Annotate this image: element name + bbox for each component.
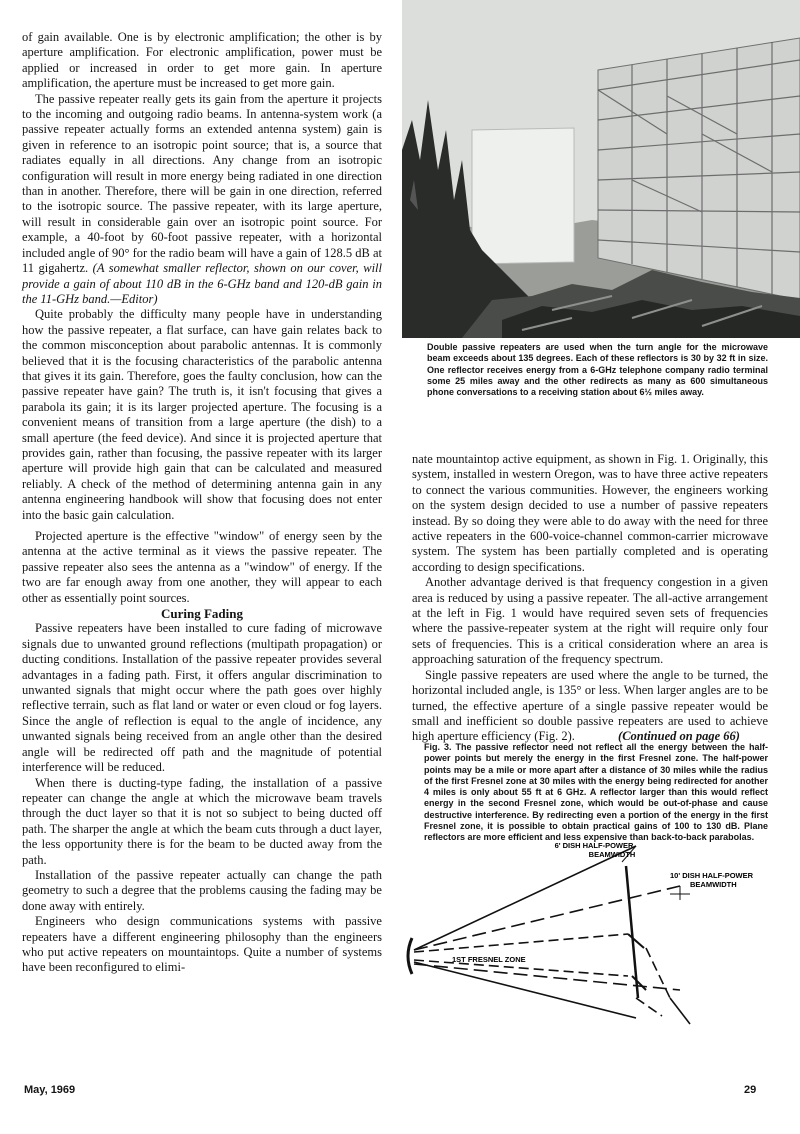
- left-column: [22, 30, 382, 976]
- fresnel-zone-diagram: [400, 838, 780, 1028]
- paragraph: of gain available. One is by electronic amplification; the other is by aperture amplification. For electronic amplification, power must be applied or increased in order to get more gain. In aperture amplification, the aperture must be increased to get more gain.: [22, 30, 382, 91]
- photo-illustration: [402, 0, 800, 338]
- label-10ft-dish: 10' DISH HALF-POWER: [670, 871, 754, 880]
- paragraph-text: The passive repeater really gets its gain from the aperture it projects to the incoming and outgoing radio beams. In antenna-system work (a passive repeater actually forms an extended antenna system) gain is given in reference to an isotropic point source; that is, a source that radiates equally in all directions. Any change from an isotropic configuration will result in more energy being radiated in one direction than in another. Therefore, there will be gain in one direction, referred to the isotropic source. The passive repeater, with its large aperture, will result in considerable gain over an isotropic point source. For example, a 40-foot by 60-foot passive repeater, with a horizontal included angle of 90° for the radio beam will have a gain of 128.5 dB at 11 gigahertz.: [22, 91, 382, 276]
- paragraph: Installation of the passive repeater actually can change the path geometry to such a degree that the problems causing the fading may be done away with entirely.: [22, 867, 382, 913]
- paragraph: [412, 668, 768, 745]
- paragraph: nate mountaintop active equipment, as shown in Fig. 1. Originally, this system, installed in western Oregon, was to have three active repeaters to connect the various communities. However, the engineers working on the system design decided to use a number of passive repeaters instead. By so doing they were able to do away with the need for three active repeaters in the 600-voice-channel common-carrier microwave system. The system has been partially completed and is operating according to design specifications.: [412, 452, 768, 574]
- section-heading: Curing Fading: [161, 606, 243, 622]
- label-fresnel-zone: 1ST FRESNEL ZONE: [452, 955, 526, 964]
- continued-note: (Continued on page 66): [618, 729, 740, 744]
- paragraph: Passive repeaters have been installed to cure fading of microwave signals due to unwanted ground reflections (multipath propagation) or ducting conditions. Installation of the passive repeater provides several advantages in a fading path. First, it offers angular discrimination to unwanted signals that might occur where the path goes over highly reflective terrain, such as flat land or water or even cloud or fog layers. Since the angle of reflection is equal to the angle of incidence, any unwanted signals being received from an angle other than the desired angle will be redirected off path and the magnitude of potential interference will be reduced.: [22, 621, 382, 775]
- paragraph: [22, 92, 382, 308]
- paragraph: When there is ducting-type fading, the installation of a passive repeater can change the angle at which the microwave beam travels through the duct layer so that it is not so subject to being ducted off path. The sharper the angle at which the beam cuts through a duct layer, the less opportunity there is for the beam to be ducted away from the path.: [22, 775, 382, 867]
- label-10ft-beamwidth: BEAMWIDTH: [690, 880, 737, 889]
- label-6ft-dish: 6' DISH HALF-POWER: [554, 841, 634, 850]
- paragraph-text: Single passive repeaters are used where the angle to be turned, the horizontal included angle, is 135° or less. When larger angles are to be turned, the effective aperture of a single passive repeater would be small and inefficient so double passive repeaters are used to achieve high aperture efficiency (Fig. 2).: [412, 667, 768, 744]
- page-number: 29: [744, 1084, 757, 1096]
- right-column: [412, 452, 768, 745]
- passive-repeater-photo: [402, 0, 800, 338]
- editor-note: (A somewhat smaller reflector, shown on our cover, will provide a gain of about 110 dB in the 6-GHz band and 120-dB gain in the 11-GHz band.—Editor): [22, 261, 383, 306]
- beam-diagram: [400, 838, 780, 1028]
- paragraph: Engineers who design communications systems with passive repeaters have a different engineering philosophy than the engineers who put active repeaters on mountaintops. Quite a number of systems have been reconfigured to elimi-: [22, 914, 382, 975]
- paragraph: Another advantage derived is that frequency congestion in a given area is reduced by using a passive repeater. The all-active arrangement at the left in Fig. 1 would have required seven sets of frequencies where the passive-repeater system at the right will require only four sets of frequencies. This is a critical consideration where an area is approaching saturation of the frequency spectrum.: [412, 575, 768, 667]
- paragraph: Quite probably the difficulty many people have in understanding how the passive repeater, a flat surface, can have gain relates back to the common misconception about parabolic antennas. It is commonly believed that it is the focusing characteristics of the parabolic antenna that gives it its gain. Therefore, goes the faulty conclusion, how can the passive repeater have gain? The truth is, it isn't focusing that gives a parabola its gain; it is its larger projected aperture. The focusing is a convenient means of transition from a large aperture (the dish) to a small aperture (the feed device). And since it is projected aperture that provides gain, rather than focusing, the passive repeater with its larger aperture will provide high gain that can be calculated and measured reliably. A check of the method of determining antenna gain in any antenna engineering handbook will show that focusing does not enter into the basic gain calculation.: [22, 307, 382, 522]
- photo-caption: Double passive repeaters are used when the turn angle for the microwave beam exceeds about 135 degrees. Each of these reflectors is 30 by 32 ft in size. One reflector receives energy from a 6-GHz telephone company radio terminal some 25 miles away and the other redirects as many as 600 simultaneous phone conversations to a receiving station about 6½ miles away.: [427, 342, 768, 398]
- paragraph: Projected aperture is the effective "window" of energy seen by the antenna at the active terminal as it views the passive repeater. The passive repeater also sees the antenna as a "window" of energy. If the two are far enough away from one another, they will appear to each other as essentially point sources.: [22, 529, 382, 605]
- footer-date: May, 1969: [24, 1084, 76, 1096]
- label-6ft-beamwidth: BEAMWIDTH: [588, 850, 636, 859]
- figure-3-caption: Fig. 3. The passive reflector need not reflect all the energy between the half-power points but merely the energy in the first Fresnel zone. The half-power points may be a mile or more apart after a distance of 30 miles while the radius of the first Fresnel zone at 30 miles with the energy being redirected for another 4 miles is only about 55 ft at 6 GHz. A reflector larger than this would reflect energy in the second Fresnel zone, which would be out-of-phase and cause destructive interference. By redirecting even a portion of the energy in the first Fresnel zone, it is possible to obtain practical gains of 100 to 130 dB. Plane reflectors are more efficient and less expensive than back-to-back parabolas.: [424, 742, 768, 843]
